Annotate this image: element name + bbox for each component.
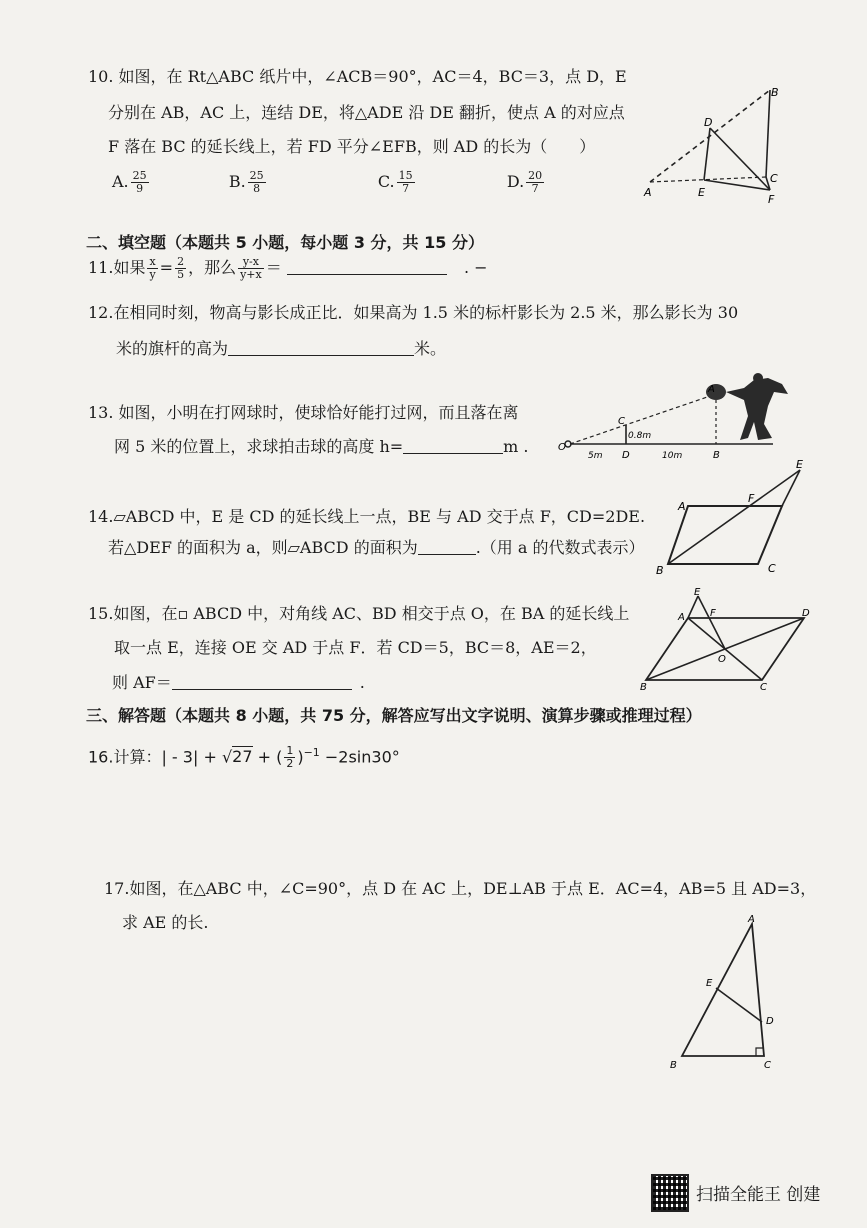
- q13-label-h: 0.8m: [628, 431, 652, 441]
- q10-label-e: E: [698, 186, 705, 199]
- footer-brand: 扫描全能王 创建: [696, 1185, 821, 1205]
- q10-label-f: F: [768, 193, 775, 206]
- q10-label-c: C: [770, 172, 778, 185]
- q12-line2: 米的旗杆的高为 米。: [116, 339, 447, 358]
- q10-label-b: B: [771, 86, 779, 99]
- q17-label-d: D: [766, 1016, 774, 1027]
- q12-answer-blank[interactable]: [228, 339, 414, 356]
- q17-label-e: E: [706, 978, 713, 989]
- q15-figure: [636, 586, 814, 694]
- q15-label-o: O: [718, 654, 726, 665]
- q11-line: 11.如果 $\frac{x}{y}$ = $\frac{2}{5}$ ，那么 $\frac{y-x}{y+x}$ ＝ . −: [88, 255, 488, 281]
- q14-label-b: B: [656, 564, 664, 577]
- q13-label-d: D: [622, 450, 630, 461]
- qr-code-icon: [651, 1174, 689, 1212]
- q13-label-o: O: [558, 442, 566, 453]
- q15-label-a: A: [678, 612, 685, 623]
- q15-line2: 取一点 E，连接 OE 交 AD 于点 F．若 CD＝5，BC＝8，AE＝2，: [114, 638, 597, 657]
- q14-label-e: E: [796, 458, 803, 471]
- q15-label-e: E: [694, 587, 701, 598]
- q10-options: [112, 170, 546, 195]
- q13-label-c: C: [618, 416, 625, 427]
- q11-answer-blank[interactable]: [287, 258, 447, 275]
- q17-line2: 求 AE 的长.: [122, 913, 209, 932]
- q10-option-b: B. $\frac{25}{8}$: [228, 169, 264, 195]
- q14-label-c: C: [768, 562, 776, 575]
- q15-label-c: C: [760, 682, 767, 693]
- q13-label-10m: 10m: [662, 451, 683, 461]
- q13-label-a: A: [708, 384, 715, 395]
- q15-label-f: F: [710, 608, 716, 619]
- q10-line1: 10. 如图，在 Rt△ABC 纸片中，∠ACB＝90°，AC＝4，BC＝3，点 D，E: [88, 67, 627, 86]
- q10-line3: F 落在 BC 的延长线上，若 FD 平分∠EFB，则 AD 的长为（ ）: [108, 137, 596, 156]
- q17-label-c: C: [764, 1060, 771, 1071]
- section2-title: 二、填空题（本题共 5 小题，每小题 3 分，共 15 分）: [86, 233, 484, 252]
- q13-figure: [558, 372, 806, 464]
- q13-line1: 13. 如图，小明在打网球时，使球恰好能打过网，而且落在离: [88, 403, 519, 422]
- q15-line1: 15.如图，在▫ ABCD 中，对角线 AC、BD 相交于点 O，在 BA 的延长线上: [88, 604, 630, 623]
- q14-label-f: F: [748, 492, 755, 505]
- section3-title: 三、解答题（本题共 8 小题，共 75 分，解答应写出文字说明、演算步骤或推理过程）: [86, 706, 702, 725]
- q14-label-a: A: [678, 500, 686, 513]
- q14-line1: 14.▱ABCD 中，E 是 CD 的延长线上一点，BE 与 AD 交于点 F，CD=2DE.: [88, 507, 646, 526]
- q13-line2: 网 5 米的位置上，求球拍击球的高度 h= m .: [114, 437, 529, 456]
- q17-label-a: A: [748, 914, 755, 925]
- q17-label-b: B: [670, 1060, 677, 1071]
- q15-line3: 则 AF＝ .: [112, 673, 365, 692]
- q10-line2: 分别在 AB，AC 上，连结 DE，将△ADE 沿 DE 翻折，使点 A 的对应点: [108, 103, 625, 122]
- q17-figure: [664, 912, 788, 1076]
- q14-answer-blank[interactable]: [418, 538, 476, 555]
- q15-label-b: B: [640, 682, 647, 693]
- q17-line1: 17.如图，在△ABC 中，∠C=90°，点 D 在 AC 上，DE⊥AB 于点 E．AC=4，AB=5 且 AD=3，: [104, 879, 817, 898]
- q12-line1: 12.在相同时刻，物高与影长成正比．如果高为 1.5 米的标杆影长为 2.5 米，那么影长为 30: [88, 303, 739, 322]
- q13-label-b: B: [713, 450, 720, 461]
- q10-figure: [638, 82, 788, 210]
- q16-expression: 16.计算：| - 3| + √27 + ( $\frac{1}{2}$ )$^{-1}$ −2sin30°: [88, 744, 400, 771]
- q10-option-a: A. $\frac{25}{9}$: [112, 169, 147, 195]
- q14-line2: 若△DEF 的面积为 a，则▱ABCD 的面积为 .（用 a 的代数式表示）: [108, 538, 645, 557]
- q10-label-a: A: [644, 186, 652, 199]
- q14-figure: [648, 456, 820, 578]
- q10-option-c: C. $\frac{15}{7}$: [377, 169, 413, 195]
- q10-label-d: D: [704, 116, 713, 129]
- q15-label-d: D: [802, 608, 810, 619]
- q15-answer-blank[interactable]: [172, 673, 352, 690]
- q13-label-5m: 5m: [588, 451, 603, 461]
- q10-option-d: D. $\frac{20}{7}$: [506, 169, 543, 195]
- q13-answer-blank[interactable]: [403, 437, 503, 454]
